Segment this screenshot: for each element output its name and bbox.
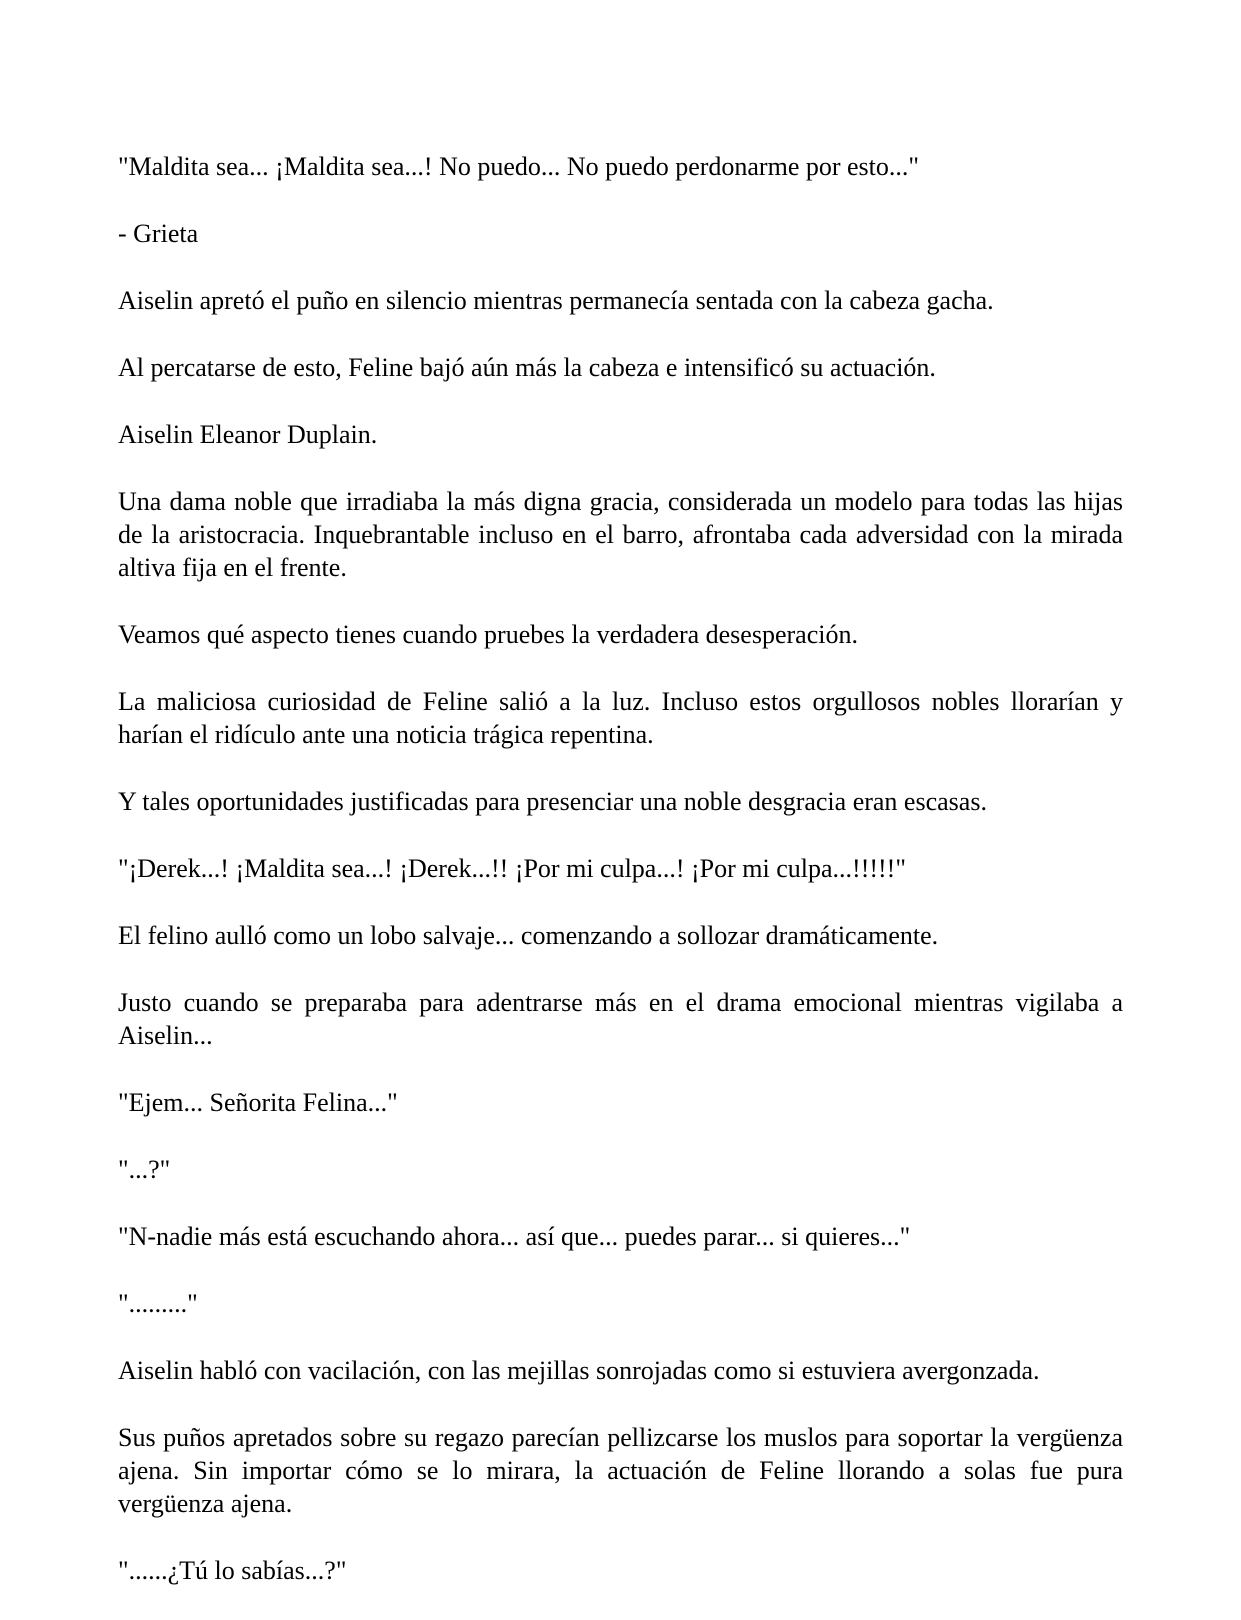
narration-paragraph: Aiselin apretó el puño en silencio mientras permanecía sentada con la cabeza gacha.	[118, 286, 994, 315]
narration-paragraph: Veamos qué aspecto tienes cuando pruebes la verdadera desesperación.	[118, 620, 858, 649]
narration-paragraph: Y tales oportunidades justificadas para presenciar una noble desgracia eran escasas.	[118, 787, 987, 816]
narration-paragraph: Sus puños apretados sobre su regazo parecían pellizcarse los muslos para soportar la vergüenza ajena. Sin importar cómo se lo mirara, la actuación de Feline llorando a solas fue pura vergüenza ajena.	[118, 1423, 1123, 1518]
narration-paragraph: Justo cuando se preparaba para adentrarse más en el drama emocional mientras vigilaba a Aiselin...	[118, 988, 1123, 1050]
narration-paragraph: El felino aulló como un lobo salvaje... comenzando a sollozar dramáticamente.	[118, 921, 939, 950]
dialogue-line: "N-nadie más está escuchando ahora... así que... puedes parar... si quieres..."	[118, 1222, 911, 1251]
narration-paragraph: Aiselin habló con vacilación, con las mejillas sonrojadas como si estuviera avergonzada.	[118, 1356, 1040, 1385]
narration-paragraph: La maliciosa curiosidad de Feline salió a la luz. Incluso estos orgullosos nobles llorarían y harían el ridículo ante una noticia trágica repentina.	[118, 687, 1123, 749]
sound-effect-line: - Grieta	[118, 219, 199, 248]
dialogue-line: "...?"	[118, 1155, 171, 1184]
narration-paragraph: Al percatarse de esto, Feline bajó aún más la cabeza e intensificó su actuación.	[118, 353, 936, 382]
narration-paragraph: Una dama noble que irradiaba la más digna gracia, considerada un modelo para todas las hijas de la aristocracia. Inquebrantable incluso en el barro, afrontaba cada adversidad con la mirada altiva fija en el frente.	[118, 487, 1123, 582]
dialogue-line: "¡Derek...! ¡Maldita sea...! ¡Derek...!! ¡Por mi culpa...! ¡Por mi culpa...!!!!!"	[118, 854, 906, 883]
narration-paragraph: Aiselin Eleanor Duplain.	[118, 420, 378, 449]
dialogue-line: "Ejem... Señorita Felina..."	[118, 1088, 398, 1117]
dialogue-line: "......¿Tú lo sabías...?"	[118, 1556, 347, 1585]
dialogue-line: "Maldita sea... ¡Maldita sea...! No puedo... No puedo perdonarme por esto..."	[118, 152, 920, 181]
document-body	[118, 150, 1123, 1620]
dialogue-line: "........."	[118, 1289, 198, 1318]
